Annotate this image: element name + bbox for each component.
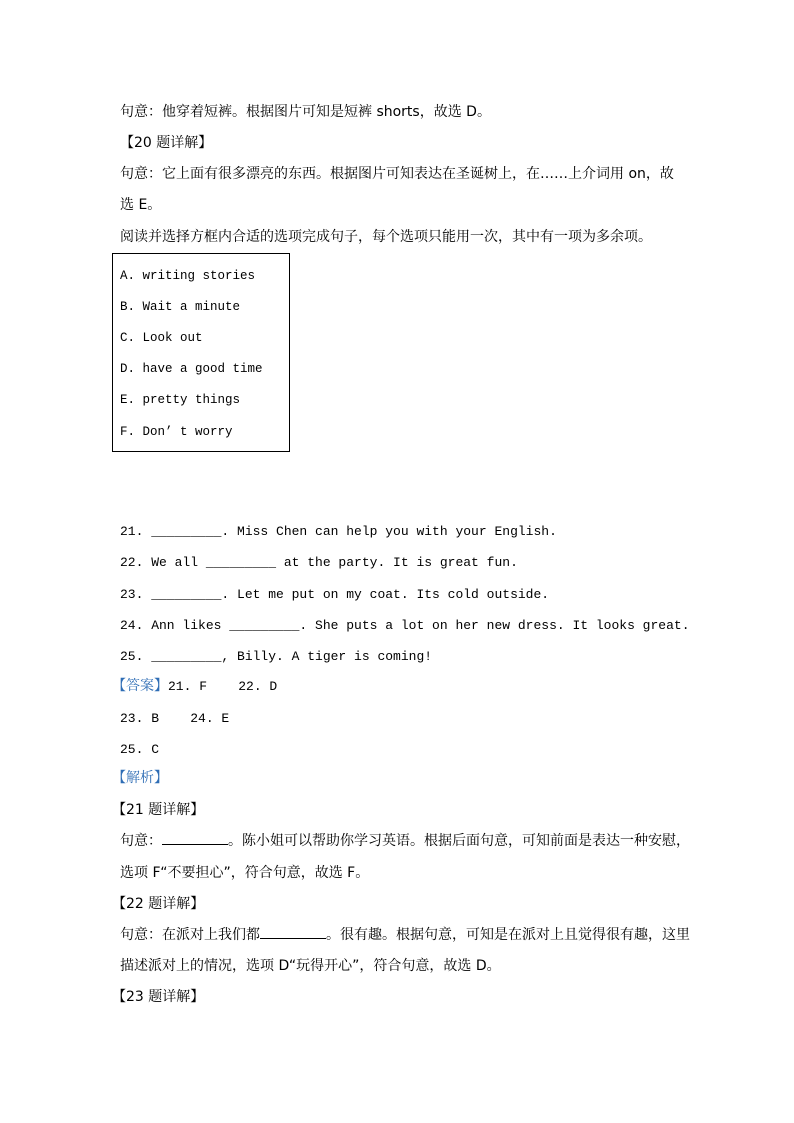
- text: 句意：在派对上我们都: [120, 927, 260, 943]
- question-24: 24. Ann likes _________. She puts a lot on her new dress. It looks great.: [120, 618, 690, 633]
- section-heading-22: 【22 题详解】: [112, 896, 205, 912]
- analysis-label: 【解析】: [112, 770, 168, 786]
- option-b: B. Wait a minute: [120, 300, 241, 314]
- answers-21-22: 21. F 22. D: [168, 679, 278, 694]
- text: 。很有趣。根据句意，可知是在派对上且觉得很有趣，这里: [326, 927, 690, 943]
- option-c: C. Look out: [120, 331, 203, 345]
- text: 。陈小姐可以帮助你学习英语。根据后面句意，可知前面是表达一种安慰，: [228, 833, 690, 849]
- answer-label: 【答案】: [112, 678, 168, 694]
- explanation-21-cont: 选项 F“不要担心”，符合句意，故选 F。: [120, 865, 370, 881]
- instructions: 阅读并选择方框内合适的选项完成句子，每个选项只能用一次，其中有一项为多余项。: [120, 229, 652, 245]
- option-d: D. have a good time: [120, 362, 263, 376]
- section-heading-21: 【21 题详解】: [112, 802, 205, 818]
- answers-23-24: 23. B 24. E: [120, 711, 230, 726]
- question-25: 25. _________, Billy. A tiger is coming!: [120, 649, 433, 664]
- option-e: E. pretty things: [120, 393, 241, 407]
- explanation-22-cont: 描述派对上的情况，选项 D“玩得开心”，符合句意，故选 D。: [120, 958, 501, 974]
- question-22: 22. We all _________ at the party. It is great fun.: [120, 555, 518, 570]
- paragraph: 句意：它上面有很多漂亮的东西。根据图片可知表达在圣诞树上，在……上介词用 on，故: [120, 166, 674, 182]
- blank-line: [162, 832, 228, 845]
- section-heading-23: 【23 题详解】: [112, 989, 205, 1005]
- blank-line: [260, 926, 326, 939]
- paragraph: 句意：他穿着短裤。根据图片可知是短裤 shorts，故选 D。: [120, 104, 491, 120]
- answers-25: 25. C: [120, 742, 160, 757]
- explanation-21: [120, 832, 690, 850]
- text: 句意：: [120, 833, 162, 849]
- question-21: 21. _________. Miss Chen can help you with your English.: [120, 524, 557, 539]
- section-heading-20: 【20 题详解】: [120, 135, 213, 151]
- option-a: A. writing stories: [120, 269, 256, 283]
- options-box: [112, 253, 290, 452]
- option-f: F. Don’ t worry: [120, 425, 233, 439]
- question-23: 23. _________. Let me put on my coat. Its cold outside.: [120, 587, 550, 602]
- explanation-22: [120, 926, 690, 944]
- paragraph: 选 E。: [120, 197, 162, 213]
- answer-line: [112, 677, 277, 696]
